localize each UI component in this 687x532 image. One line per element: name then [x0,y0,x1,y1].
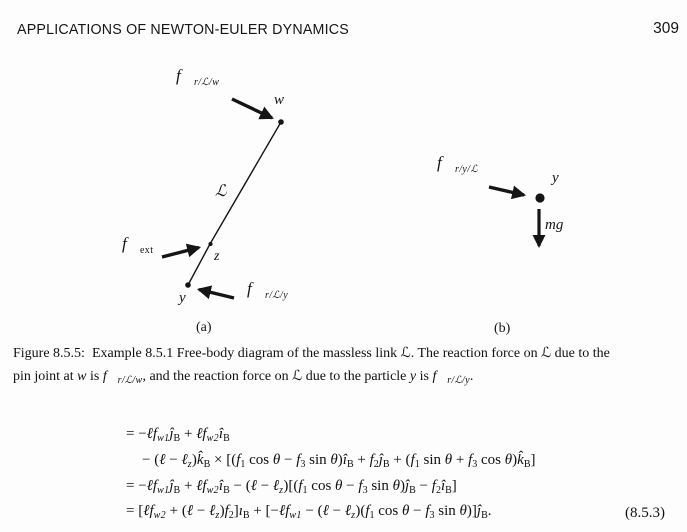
force-subscript: ext [139,245,154,256]
force-vector-symbol: f⃗ [437,153,455,172]
force-label-ext [122,234,153,256]
point-y-label: y [179,290,186,306]
reaction-force-y-arrow [199,290,234,299]
free-body-diagram [0,60,687,350]
force-subscript: r/ℒ/w [193,77,220,88]
panel-a-tag: (a) [196,320,212,335]
external-force-arrow [162,248,199,258]
link-L-label: ℒ [215,183,227,200]
force-label-r-L-y [247,279,288,301]
force-vector-symbol: f⃗ [176,66,194,85]
force-label-r-y-L [437,153,478,175]
point-z-label: z [214,249,220,264]
particle-y-label: y [552,170,559,186]
reaction-force-on-particle-arrow [489,187,524,195]
panel-b-tag: (b) [494,321,511,336]
force-subscript: r/y/ℒ [454,164,479,175]
figure-caption-line-2: pin joint at w is $f⃗_{r/ℒ/w}$, and the reaction force on ℒ due to the particle y is $f⃗_{r/ℒ/y}$. [13,369,474,386]
equation-line-1: = $-\ell f_{w1}ĵ_B$ + $\ell f_{w2}î_B$ [126,426,230,444]
point-w-dot [278,119,284,125]
force-label-r-L-w [176,66,219,88]
equation-line-3: = $-\ell f_{w1}ĵ_B$ + $\ell f_{w2}î_B$ − (ℓ − $\ell_z)[(f_1$ $\cos \theta - f_3$ $\sin \theta)ĵ_B$ − $f_2î_B$] [126,478,457,496]
force-vector-symbol: f⃗ [247,279,265,298]
force-subscript: r/ℒ/y [264,290,289,301]
gravity-label: mg⃗ [545,217,575,233]
equation-number: (8.5.3) [625,505,665,521]
point-y-dot [185,282,191,288]
point-w-label: w [274,92,285,108]
figure-caption-line-1: Figure 8.5.5: Example 8.5.1 Free-body diagram of the massless link ℒ. The reaction force on ℒ due to the [13,346,610,361]
equation-line-4: = [ℓf$_{w2}$ + (ℓ − $\ell_z)f_2]ı_B$ + [−ℓf$_{w1}$ − (ℓ − $\ell_z)(f_1$ $\cos \theta - f_3$ $\sin \theta)]ĵ_B$. [126,503,492,521]
point-z-dot [208,242,212,246]
running-head: APPLICATIONS OF NEWTON-EULER DYNAMICS [17,21,349,38]
page-number: 309 [653,20,679,37]
particle-y-dot [535,193,544,202]
reaction-force-w-arrow [232,99,272,118]
force-vector-symbol: f⃗ [122,234,140,253]
equation-line-2: − (ℓ − $\ell_z)k̂_B \times [(f_1$ $\cos \theta - f_3$ $\sin \theta)î_B$ + $f_2ĵ_B + (f_1$ $\sin \theta + f_3$ $\cos \theta)k̂_B$] [142,452,536,470]
